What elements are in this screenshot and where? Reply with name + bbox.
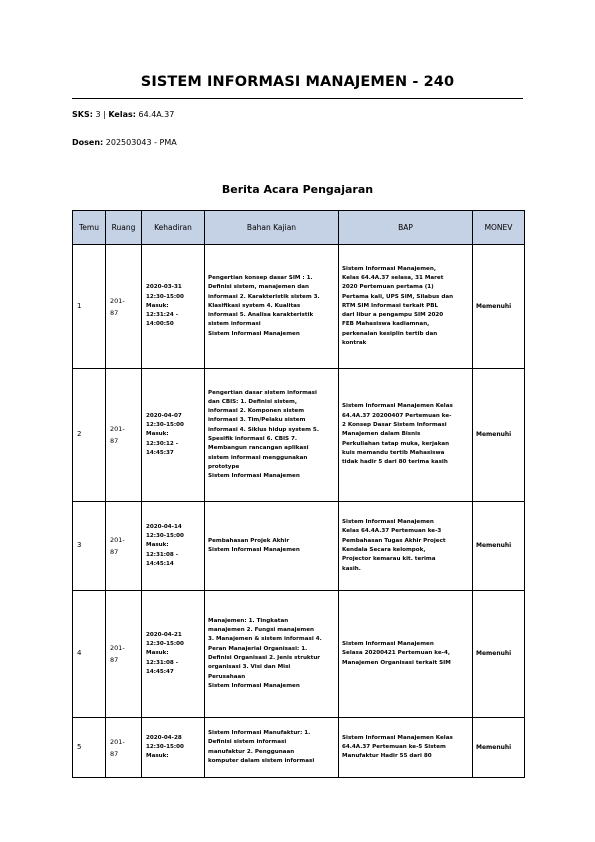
cell-kehadiran-line: 2020-04-14 [146,523,182,530]
cell-bahan-kajian-line: 3. Manajemen & sistem informasi 4. [208,636,322,643]
class-label: Kelas: [108,110,136,119]
cell-bahan-kajian-line: informasi 3. Tim/Pelaku sistem [208,417,306,424]
cell-kehadiran-line: 12:30:12 - [146,440,179,447]
cell-monev: Memenuhi [473,502,525,591]
cell-bap-line: Pertama kali, UPS SIM, Silabus dan [342,293,454,300]
cell-bap-line: Kelas 64.4A.37 Pertemuan ke-3 [342,528,442,535]
course-meta [72,110,174,119]
document-title: SISTEM INFORMASI MANAJEMEN - 240 [140,74,455,90]
cell-bahan-kajian-line: komputer dalam sistem informasi [208,757,315,764]
cell-bap-line: Manufaktur Hadir 55 dari 80 [342,753,432,760]
header-bap: BAP [339,211,473,245]
sks-label: SKS: [72,110,93,119]
header-ruang: Ruang [106,211,142,245]
table-header-row [73,211,525,245]
class-value: 64.4A.37 [135,110,175,119]
cell-kehadiran-line: Masuk: [146,650,169,657]
cell-bahan-kajian [205,591,339,718]
cell-bap-line: kasih. [342,565,361,572]
cell-bahan-kajian-line: Pengertian dasar sistem informasi [208,389,317,396]
table-row [73,369,525,502]
cell-bahan-kajian-line: Definisi sistem, manajemen dan [208,284,310,291]
cell-kehadiran-line: Masuk: [146,431,169,438]
cell-bahan-kajian-line: Sistem Informasi Manajemen [208,547,300,553]
cell-ruang-line: 87 [110,308,119,317]
cell-kehadiran-line: 12:30-15:00 [146,422,184,429]
cell-bap-line: kuis memandu tertib Mahasiswa [342,449,445,456]
cell-kehadiran [142,591,205,718]
table-row [73,718,525,778]
cell-bahan-kajian [205,369,339,502]
cell-bahan-kajian-line: sistem informasi [208,321,261,328]
cell-bahan-kajian-line: informasi 2. Karakteristik sistem 3. [208,293,320,300]
cell-kehadiran-line: 2020-03-31 [146,284,182,291]
cell-monev: Memenuhi [473,718,525,778]
cell-bahan-kajian-line: Pengertian konsep dasar SIM : 1. [208,274,313,281]
lecturer-meta [72,138,177,147]
cell-ruang-line: 201- [110,737,125,746]
cell-bap-line: Pembahasan Tugas Akhir Project [342,537,446,544]
cell-bahan-kajian-line: Definisi sistem informasi [208,739,287,746]
cell-bahan-kajian-line: Membangun rancangan aplikasi [208,445,309,452]
header-temu: Temu [73,211,106,245]
cell-kehadiran-line: 14:45:14 [146,560,174,567]
cell-kehadiran-line: 2020-04-07 [146,412,182,419]
cell-kehadiran-line: Masuk: [146,542,169,549]
cell-bap-line: Projector kemarau kit. terima [342,556,436,563]
cell-bahan-kajian-line: informasi 4. Siklus hidup system 5. [208,426,319,433]
cell-kehadiran [142,502,205,591]
cell-bahan-kajian-line: Sistem Informasi Manajemen [208,330,300,337]
header-monev: MONEV [473,211,525,245]
cell-kehadiran-line: 12:30-15:00 [146,293,184,300]
lecturer-label: Dosen: [72,138,104,147]
cell-kehadiran-line: 2020-04-28 [146,734,182,741]
cell-bahan-kajian-line: sistem informasi menggunakan [208,454,308,461]
cell-bap-line: Sistem Informasi Manajemen Kelas [342,403,453,410]
cell-bap-line: Sistem Informasi Manajemen [342,641,434,648]
cell-temu: 4 [73,591,106,718]
cell-ruang-line: 201- [110,536,125,544]
cell-monev: Memenuhi [473,369,525,502]
cell-bap-line: 64.4A.37 Pertemuan ke-5 Sistem [342,743,446,750]
cell-kehadiran-line: 12:30-15:00 [146,641,184,648]
cell-temu: 2 [73,369,106,502]
title-divider [72,98,523,99]
cell-bap-line: Perkuliahan tatap muka, kerjakan [342,440,450,447]
teaching-record-table [72,210,525,778]
cell-ruang-line: 87 [110,749,119,758]
cell-ruang [106,502,142,591]
cell-bahan-kajian-line: informasi 2. Komponen sistem [208,408,305,415]
cell-temu: 5 [73,718,106,778]
cell-kehadiran-line: 14:00:50 [146,321,174,328]
cell-bahan-kajian-line: Sistem Informasi Manajemen [208,682,300,689]
cell-bap [339,245,473,369]
cell-ruang-line: 87 [110,437,119,445]
cell-kehadiran-line: 12:31:24 - [146,312,179,319]
cell-kehadiran-line: 12:30-15:00 [146,533,184,540]
cell-bap-line: Sistem Informasi Manajemen, [342,265,436,272]
cell-bahan-kajian-line: Klasifikasi system 4. Kualitas [208,302,301,309]
cell-ruang [106,245,142,369]
cell-kehadiran [142,369,205,502]
cell-bahan-kajian-line: Manajemen: 1. Tingkatan [208,617,289,624]
cell-bahan-kajian-line: Peran Manajerial Organisasi: 1. [208,645,308,652]
cell-bahan-kajian-line: Spesifik informasi 6. CBIS 7. [208,436,298,442]
cell-bahan-kajian-line: manufaktur 2. Penggunaan [208,748,295,755]
header-kehadiran: Kehadiran [142,211,205,245]
cell-ruang-line: 87 [110,548,119,556]
cell-bahan-kajian-line: dan CBIS: 1. Definisi sistem, [208,398,298,405]
cell-bahan-kajian-line: organisasi 3. Visi dan Misi [208,664,291,671]
cell-kehadiran-line: Masuk: [146,753,169,760]
cell-bahan-kajian-line: Sistem Informasi Manufaktur: 1. [208,729,311,736]
cell-bahan-kajian-line: Sistem Informasi Manajemen [208,473,300,480]
cell-bap [339,369,473,502]
cell-kehadiran-line: 2020-04-21 [146,631,182,638]
table-row [73,245,525,369]
cell-bahan-kajian-line: Definisi Organisasi 2. Jenis struktur [208,655,321,661]
cell-temu: 1 [73,245,106,369]
cell-bahan-kajian-line: manajemen 2. Fungsi manajemen [208,627,314,634]
cell-bap-line: tidak hadir 5 dari 80 terima kasih [342,459,448,466]
cell-monev: Memenuhi [473,245,525,369]
lecturer-value: 202503043 - PMA [103,138,177,147]
cell-monev: Memenuhi [473,591,525,718]
cell-bahan-kajian-line: informasi 5. Analisa karakteristik [208,312,314,319]
cell-bap-line: Selasa 20200421 Pertemuan ke-4, [342,650,450,657]
cell-bap-line: Kendala Secara kelompok, [342,547,426,553]
cell-bap-line: dari libur a pengampu SIM 2020 [342,312,444,319]
cell-bap-line: Sistem Informasi Manajemen [342,519,434,526]
cell-bap [339,718,473,778]
cell-bap-line: 2 Konsep Dasar Sistem Informasi [342,422,447,429]
cell-bap-line: Manajemen dalam Bisnis [342,431,421,438]
cell-bap-line: kontrak [342,340,367,347]
sks-value: 3 | [92,110,109,119]
cell-ruang-line: 201- [110,425,125,433]
cell-ruang-line: 201- [110,644,125,652]
cell-ruang [106,369,142,502]
cell-temu: 3 [73,502,106,591]
cell-ruang [106,718,142,778]
cell-kehadiran [142,245,205,369]
section-title: Berita Acara Pengajaran [221,183,374,196]
cell-bap-line: Kelas 64.4A.37 selasa, 31 Maret [342,274,444,281]
header-bahan-kajian: Bahan Kajian [205,211,339,245]
cell-kehadiran [142,718,205,778]
cell-kehadiran-line: Masuk: [146,302,169,309]
table-row [73,591,525,718]
cell-bahan-kajian [205,718,339,778]
cell-kehadiran-line: 14:45:47 [146,668,174,675]
cell-bap-line: perkenalan kesiplin tertib dan [342,330,438,337]
cell-bap-line: RTM SIM Informasi terkait PBL [342,302,439,309]
cell-bap-line: Sistem Informasi Manajemen Kelas [342,734,453,741]
cell-kehadiran-line: 14:45:37 [146,449,174,456]
table-row [73,502,525,591]
cell-bahan-kajian-line: Perusahaan [208,673,246,680]
cell-bahan-kajian-line: Pembahasan Projek Akhir [208,537,290,544]
cell-kehadiran-line: 12:30-15:00 [146,743,184,750]
cell-kehadiran-line: 12:31:08 - [146,659,179,666]
cell-bap-line: 64.4A.37 20200407 Pertemuan ke- [342,412,452,419]
cell-ruang [106,591,142,718]
cell-ruang-line: 87 [110,656,119,664]
cell-bap [339,591,473,718]
cell-ruang-line: 201- [110,296,125,305]
cell-bap-line: Manajemen Organisasi terkait SIM [342,659,451,666]
cell-kehadiran-line: 12:31:08 - [146,551,179,558]
cell-bap-line: FEB Mahasiswa kadiamnan, [342,321,430,328]
cell-bahan-kajian [205,245,339,369]
cell-bahan-kajian [205,502,339,591]
cell-bahan-kajian-line: prototype [208,463,240,470]
cell-bap-line: 2020 Pertemuan pertama (1) [342,284,434,291]
cell-bap [339,502,473,591]
